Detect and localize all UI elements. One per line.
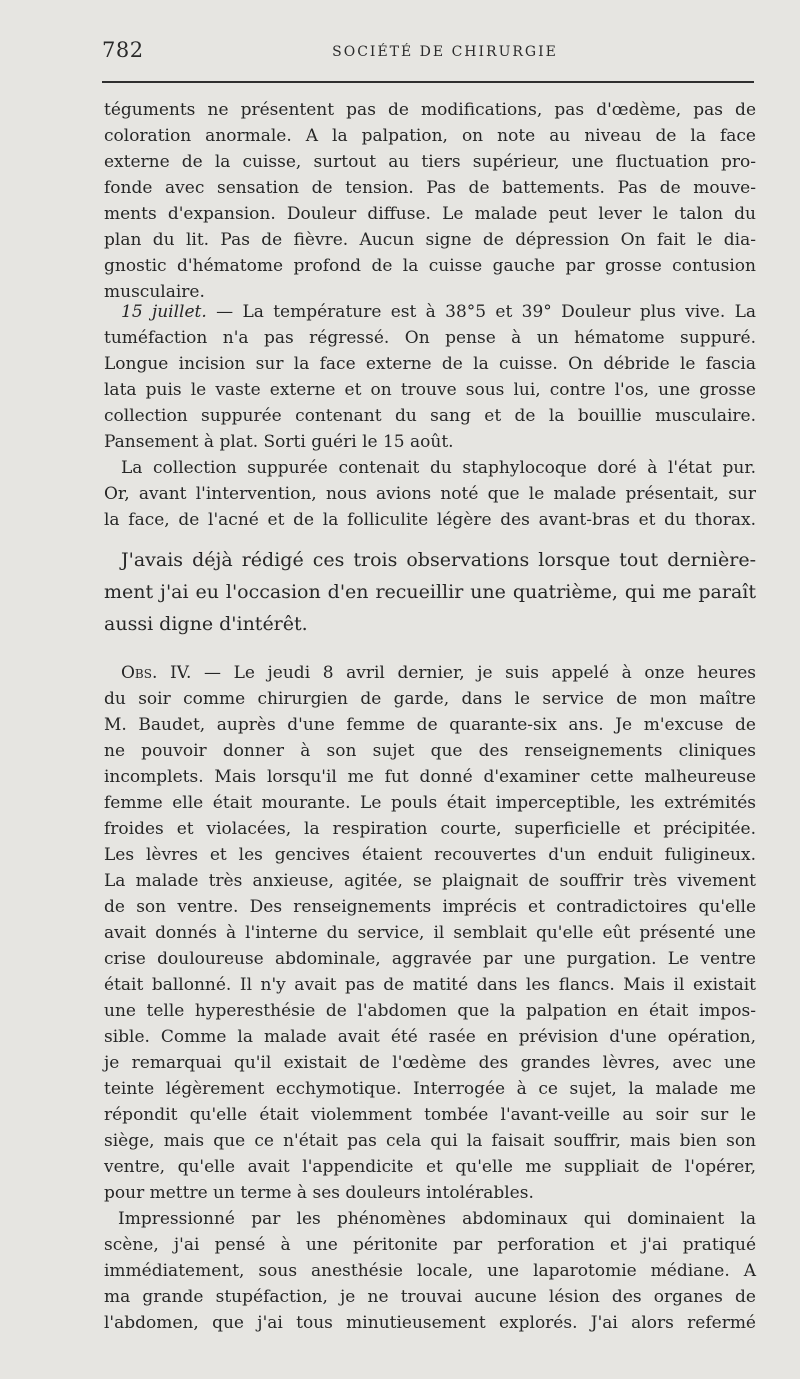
text-line: Longue incision sur la face externe de la cuisse. On débride le fascia [104,354,756,374]
text-line: pour mettre un terme à ses douleurs intolérables. [104,1183,534,1203]
text-line: crise douloureuse abdominale, aggravée par une purgation. Le ventre [104,949,756,969]
text-line: aussi digne d'intérêt. [104,613,308,635]
running-head: SOCIÉTÉ DE CHIRURGIE [332,44,558,60]
text-line: incomplets. Mais lorsqu'il me fut donné d'examiner cette malheureuse [104,767,756,787]
text-line [121,660,756,686]
text-line: teinte légèrement ecchymotique. Interrogée à ce sujet, la malade me [104,1079,756,1099]
text-line: ne pouvoir donner à son sujet que des renseignements cliniques [104,741,756,761]
text-line: gnostic d'hématome profond de la cuisse gauche par grosse contusion [104,256,756,276]
text-line: je remarquai qu'il existait de l'œdème des grandes lèvres, avec une [104,1053,756,1073]
text-line: Pansement à plat. Sorti guéri le 15 août. [104,432,454,452]
text-line: Or, avant l'intervention, nous avions noté que le malade présentait, sur [104,484,756,504]
text-line: externe de la cuisse, surtout au tiers supérieur, une fluctuation pro- [104,152,756,172]
header-rule [102,81,754,83]
text-line: répondit qu'elle était violemment tombée l'avant-veille au soir sur le [104,1105,756,1125]
text-line: M. Baudet, auprès d'une femme de quarante-six ans. Je m'excuse de [104,715,756,735]
text-line: Impressionné par les phénomènes abdominaux qui dominaient la [118,1209,756,1229]
text-line: siège, mais que ce n'était pas cela qui la faisait souffrir, mais bien son [104,1131,756,1151]
text-line: J'avais déjà rédigé ces trois observations lorsque tout dernière- [121,549,756,571]
text-line: immédiatement, sous anesthésie locale, une laparotomie médiane. A [104,1261,756,1281]
text-line: La collection suppurée contenait du staphylocoque doré à l'état pur. [121,458,756,478]
text-line-rest: — Le jeudi 8 avril dernier, je suis appelé à onze heures [204,663,756,683]
text-line: scène, j'ai pensé à une péritonite par perforation et j'ai pratiqué [104,1235,756,1255]
text-line: lata puis le vaste externe et on trouve sous lui, contre l'os, une grosse [104,380,756,400]
text-line: femme elle était mourante. Le pouls était imperceptible, les extrémités [104,793,756,813]
text-line: avait donnés à l'interne du service, il semblait qu'elle eût présenté une [104,923,756,943]
text-line: Les lèvres et les gencives étaient recouvertes d'un enduit fuligineux. [104,845,756,865]
page-number: 782 [102,38,144,62]
date-label: 15 juillet. [121,302,207,322]
text-line: sible. Comme la malade avait été rasée en prévision d'une opération, [104,1027,756,1047]
text-line: ventre, qu'elle avait l'appendicite et qu'elle me suppliait de l'opérer, [104,1157,756,1177]
text-line-rest: — La température est à 38°5 et 39° Douleur plus vive. La [216,302,757,322]
text-line: froides et violacées, la respiration courte, superficielle et précipitée. [104,819,756,839]
text-line: plan du lit. Pas de fièvre. Aucun signe de dépression On fait le dia- [104,230,756,250]
text-line: ments d'expansion. Douleur diffuse. Le malade peut lever le talon du [104,204,756,224]
text-line: du soir comme chirurgien de garde, dans le service de mon maître [104,689,756,709]
text-line: téguments ne présentent pas de modifications, pas d'œdème, pas de [104,100,756,120]
text-line: une telle hyperesthésie de l'abdomen que la palpation en était impos- [104,1001,756,1021]
text-line [121,299,756,325]
text-line: l'abdomen, que j'ai tous minutieusement explorés. J'ai alors refermé [104,1313,756,1333]
observation-label: Obs. IV. [121,663,192,683]
text-line: était ballonné. Il n'y avait pas de matité dans les flancs. Mais il existait [104,975,756,995]
text-line: ma grande stupéfaction, je ne trouvai aucune lésion des organes de [104,1287,756,1307]
text-line: collection suppurée contenant du sang et de la bouillie musculaire. [104,406,756,426]
text-line: de son ventre. Des renseignements imprécis et contradictoires qu'elle [104,897,756,917]
text-line: La malade très anxieuse, agitée, se plaignait de souffrir très vivement [104,871,756,891]
text-line: fonde avec sensation de tension. Pas de battements. Pas de mouve- [104,178,756,198]
text-line: musculaire. [104,282,205,302]
text-line: coloration anormale. A la palpation, on note au niveau de la face [104,126,756,146]
text-line: tuméfaction n'a pas régressé. On pense à un hématome suppuré. [104,328,756,348]
text-line: la face, de l'acné et de la folliculite légère des avant-bras et du thorax. [104,510,756,530]
text-line: ment j'ai eu l'occasion d'en recueillir une quatrième, qui me paraît [104,581,756,603]
